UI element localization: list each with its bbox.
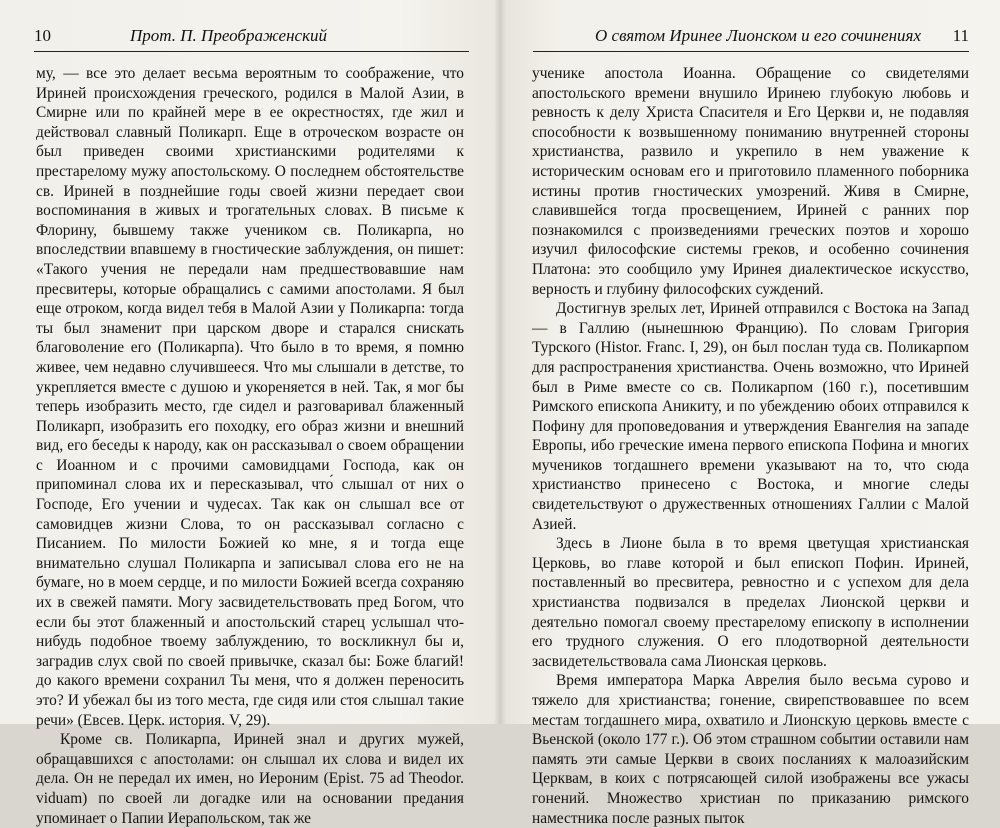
right-page-body	[532, 64, 969, 828]
left-page	[0, 0, 500, 827]
left-page-header	[34, 26, 469, 54]
right-running-head: О святом Иринее Лионском и его сочинениях	[595, 26, 921, 45]
right-header-rule	[533, 51, 969, 52]
right-paragraph-1: ученике апостола Иоанна. Обращение со свидетелями апостольского времени внушило Иринею глубокую любовь и ревность к делу Христа Спасителя и Его Церкви и, не подавляя способности к возвышенному пониманию внутренней стороны христианства, развило и укрепило в нем уважение к историческим основам его и приготовило пламенного поборника истины против гностических умозрений. Живя в Смирне, славившейся тогда просвещением, Ириней с ранних пор познакомился с произведениями греческих поэтов и хорошо изучил философские системы греков, и особенно сочинения Платона: это сообщило уму Иринея диалектическое искусство, верность и глубину философских суждений.	[532, 65, 969, 298]
left-paragraph-1: му, — все это делает весьма вероятным то соображение, что Ириней происхождения греческого, родился в Малой Азии, в Смирне или по крайней мере в ее окрестностях, где жил и действовал славный Поликарп. Еще в отроческом возрасте он был приведен своими христианскими родителями к престарелому мужу апостольскому. О последнем обстоятельстве св. Ириней в позднейшие годы своей жизни передает свои воспоминания в живых и трогательных словах. В письме к Флорину, бывшему также учеником св. Поликарпа, но впоследствии впавшему в гностические заблуждения, он пишет: «Такого учения не передали нам предшествовавшие нам пресвитеры, которые обращались с самими апостолами. Я был еще отроком, когда видел тебя в Малой Азии у Поликарпа: тогда ты был знаменит при царском дворе и старался снискать благоволение его (Поликарпа). Что было в то время, я помню живее, чем недавно случившееся. Что мы слышали в детстве, то укрепляется вместе с душою и укореняется в ней. Так, я мог бы теперь изобразить место, где сидел и разговаривал блаженный Поликарп, изобразить его походку, его образ жизни и внешний вид, его беседы к народу, как он рассказывал о своем обращении с Иоанном и с прочими самовидцами Господа, как он припоминал слова их и пересказывал, что́ слышал от них о Господе, Его учении и чудесах. Так как он слышал все от самовидцев жизни Слова, то он рассказывал согласно с Писанием. По милости Божией ко мне, я и тогда еще внимательно слушал Поликарпа и записывал слова его не на бумаге, но в моем сердце, и по милости Божией всегда сохраняю их в свежей памяти. Могу засвидетельствовать пред Богом, что если бы этот блаженный и апостольский старец услышал что-нибудь подобное твоему заблуждению, то воскликнул бы и, заградив слух свой по своей привычке, сказал бы: Боже благий! до какого времени сохранил Ты меня, что я должен переносить это? И убежал бы из того места, где сидя или стоя слышал такие речи» (Евсев. Церк. история. V, 29).	[36, 65, 464, 729]
right-paragraph-4: Время императора Марка Аврелия было весьма сурово и тяжело для христианства; гонение, свирепствовавшее по всем местам тогдашнего мира, охватило и Лионскую церковь вместе с Вьенской (около 177 г.). Об этом страшном событии оставили нам память эти самые Церкви в своих посланиях к малоазийским Церквам, в коих с потрясающей силой изображены все ужасы гонений. Множество христиан по приказанию римского наместника после разных пыток	[532, 672, 969, 827]
left-page-number: 10	[34, 26, 51, 45]
left-header-rule	[34, 51, 469, 52]
left-page-body	[36, 64, 464, 828]
left-running-head: Прот. П. Преображенский	[130, 26, 328, 45]
right-paragraph-3: Здесь в Лионе была в то время цветущая христианская Церковь, во главе которой и был епископ Пофин. Ириней, поставленный во пресвитера, ревностно и с успехом для дела христианства подвизался в пределах Лионской церкви и деятельно помогал своему престарелому епископу в исполнении его трудного служения. О его плодотворной деятельности засвидетельствовала сама Лионская церковь.	[532, 535, 969, 670]
right-page-header	[533, 26, 969, 54]
right-page-number: 11	[952, 26, 969, 45]
book-gutter	[494, 0, 506, 724]
left-paragraph-2: Кроме св. Поликарпа, Ириней знал и других мужей, обращавшихся с апостолами: он слышал их слова и видел их дела. Он не передал их имен, но Иероним (Epist. 75 ad Theodor. viduam) по своей ли догадке или на основании предания упоминает о Папии Иерапольском, так же	[36, 731, 464, 827]
right-paragraph-2: Достигнув зрелых лет, Ириней отправился с Востока на Запад — в Галлию (нынешнюю Францию). По словам Григория Турского (Histor. Franc. I, 29), он был послан туда св. Поликарпом для распространения христианства. Очень возможно, что Ириней был в Риме вместе со св. Поликарпом (160 г.), посетившим Римского епископа Аникиту, и по убеждению обоих отправился к Пофину для проповедования и утверждения Евангелия на западе Европы, ибо греческие имена первого епископа Пофина и многих мучеников тогдашнего времени указывают на то, что сюда христианство принесено с Востока, и многие следы свидетельствуют о дружественных отношениях Галлии с Малой Азией.	[532, 300, 969, 533]
